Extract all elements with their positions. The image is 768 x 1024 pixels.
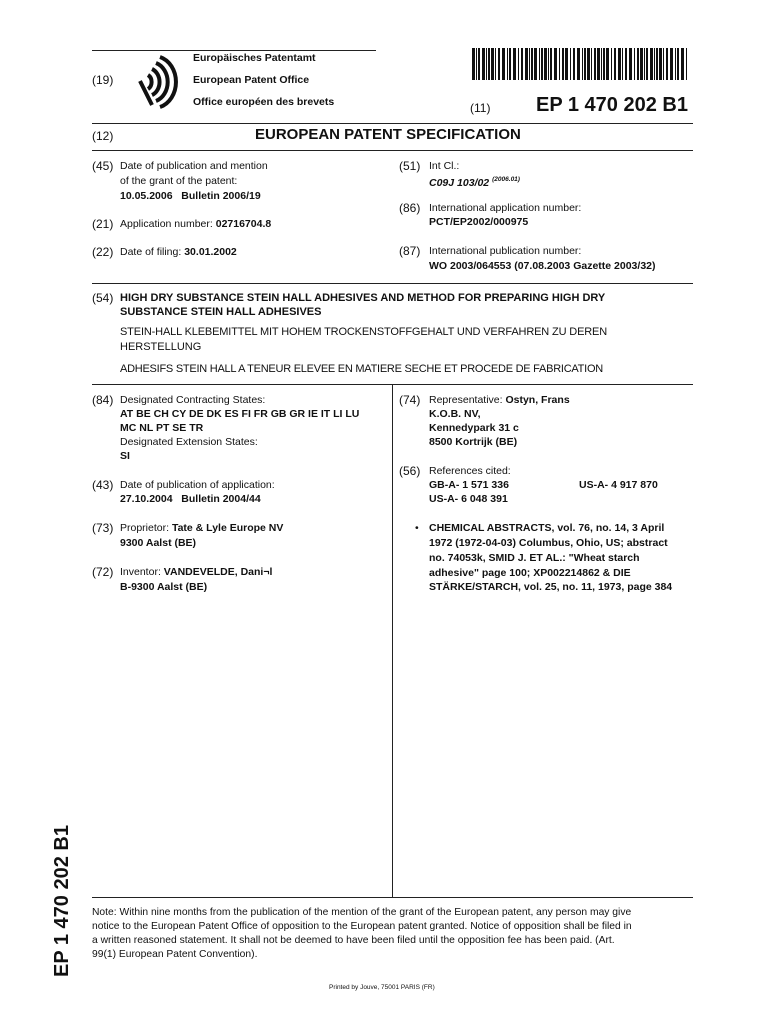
- npl-line-2: 1972 (1972-04-03) Columbus, Ohio, US; abstract: [429, 537, 668, 549]
- extension-states-value: SI: [120, 450, 130, 462]
- inventor-label: Inventor:: [120, 566, 161, 578]
- int-cl-value-row: [429, 173, 520, 190]
- inid-11: (11): [470, 101, 491, 115]
- title-top-rule: [92, 123, 693, 124]
- contracting-states-line-1: AT BE CH CY DE DK ES FI FR GB GR IE IT LI LU: [120, 408, 360, 420]
- application-number-label: Application number:: [120, 218, 213, 230]
- epo-logo: [130, 53, 180, 111]
- document-title: EUROPEAN PATENT SPECIFICATION: [255, 126, 521, 143]
- column-divider: [392, 384, 393, 897]
- title-fr-line-1: ADHESIFS STEIN HALL A TENEUR ELEVEE EN MATIERE SECHE ET PROCEDE DE FABRICATION: [120, 363, 603, 375]
- npl-line-4: adhesive" page 100; XP002214862 & DIE: [429, 567, 631, 579]
- extension-states-label: Designated Extension States:: [120, 436, 258, 448]
- reference-us-1: US-A- 4 917 870: [579, 479, 658, 491]
- contracting-states-line-2: MC NL PT SE TR: [120, 422, 204, 434]
- inventor-name: VANDEVELDE, Dani¬l: [163, 566, 273, 578]
- note-rule: [92, 897, 693, 898]
- representative-city: 8500 Kortrijk (BE): [429, 436, 518, 448]
- biblio-rule: [92, 283, 693, 284]
- filing-date-label: Date of filing:: [120, 246, 182, 258]
- app-publication-label: Date of publication of application:: [120, 479, 275, 491]
- int-cl-value: C09J 103/02: [429, 177, 490, 189]
- note-line-1: Note: Within nine months from the publication of the mention of the grant of the European patent, any person may give: [92, 907, 632, 918]
- representative-row: [429, 393, 570, 407]
- application-number-row: [120, 217, 271, 231]
- references-label: References cited:: [429, 465, 511, 477]
- inid-12: (12): [92, 129, 114, 143]
- title-en-line-2: SUBSTANCE STEIN HALL ADHESIVES: [120, 306, 322, 318]
- title-bottom-rule: [92, 150, 693, 151]
- proprietor-address: 9300 Aalst (BE): [120, 537, 197, 549]
- intl-pub-number-label: International publication number:: [429, 245, 582, 257]
- npl-line-5: STÄRKE/STARCH, vol. 25, no. 11, 1973, page 384: [429, 581, 673, 593]
- title-en-line-1: HIGH DRY SUBSTANCE STEIN HALL ADHESIVES AND METHOD FOR PREPARING HIGH DRY: [120, 292, 606, 304]
- inid-56: (56): [399, 464, 421, 478]
- barcode: [470, 48, 692, 80]
- representative-street: Kennedypark 31 c: [429, 422, 519, 434]
- intl-app-number-value: PCT/EP2002/000975: [429, 216, 529, 228]
- inid-43: (43): [92, 478, 114, 492]
- office-name-fr: Office européen des brevets: [193, 96, 335, 108]
- intl-app-number-label: International application number:: [429, 202, 582, 214]
- inid-22: (22): [92, 245, 114, 259]
- proprietor-name: Tate & Lyle Europe NV: [171, 522, 284, 534]
- app-publication-value: 27.10.2004 Bulletin 2004/44: [120, 493, 261, 505]
- side-patent-number: EP 1 470 202 B1: [51, 825, 73, 977]
- inid-21: (21): [92, 217, 114, 231]
- inid-51: (51): [399, 159, 421, 173]
- int-cl-version: (2006.01): [492, 176, 520, 183]
- reference-us-2: US-A- 6 048 391: [429, 493, 508, 505]
- patent-number: EP 1 470 202 B1: [536, 94, 688, 116]
- inid-86: (86): [399, 201, 421, 215]
- inventor-address: B-9300 Aalst (BE): [120, 581, 208, 593]
- npl-line-3: no. 74053k, SMID J. ET AL.: "Wheat starch: [429, 552, 640, 564]
- application-number-value: 02716704.8: [215, 218, 272, 230]
- title-de-line-2: HERSTELLUNG: [120, 341, 202, 353]
- note-line-3: a written reasoned statement. It shall not be deemed to have been filed until the opposition fee has been paid. (Art.: [92, 935, 615, 946]
- proprietor-row: [120, 521, 283, 535]
- inid-74: (74): [399, 393, 421, 407]
- proprietor-label: Proprietor:: [120, 522, 170, 534]
- intl-pub-number-value: WO 2003/064553 (07.08.2003 Gazette 2003/32): [429, 260, 656, 272]
- inid-87: (87): [399, 244, 421, 258]
- office-name-de: Europäisches Patentamt: [193, 52, 316, 64]
- filing-date-value: 30.01.2002: [184, 246, 237, 258]
- representative-label: Representative:: [429, 394, 503, 406]
- title-de-line-1: STEIN-HALL KLEBEMITTEL MIT HOHEM TROCKENSTOFFGEHALT UND VERFAHREN ZU DEREN: [120, 326, 608, 338]
- note-line-4: 99(1) European Patent Convention).: [92, 949, 258, 960]
- publication-mention-label-1: Date of publication and mention: [120, 160, 268, 172]
- office-name-en: European Patent Office: [193, 74, 310, 86]
- inid-72: (72): [92, 565, 114, 579]
- filing-date-row: [120, 245, 237, 259]
- printer-credit: Printed by Jouve, 75001 PARIS (FR): [329, 984, 435, 991]
- int-cl-label: Int Cl.:: [429, 160, 460, 172]
- inid-45: (45): [92, 159, 114, 173]
- representative-firm: K.O.B. NV,: [429, 408, 481, 420]
- npl-line-1: CHEMICAL ABSTRACTS, vol. 76, no. 14, 3 April: [429, 522, 665, 534]
- reference-gb: GB-A- 1 571 336: [429, 479, 509, 491]
- inventor-row: [120, 565, 272, 579]
- grant-date-value: 10.05.2006 Bulletin 2006/19: [120, 190, 261, 202]
- publication-mention-label-2: of the grant of the patent:: [120, 175, 238, 187]
- inid-19: (19): [92, 73, 114, 87]
- inid-73: (73): [92, 521, 114, 535]
- npl-bullet: •: [415, 522, 419, 534]
- inid-84: (84): [92, 393, 114, 407]
- representative-name: Ostyn, Frans: [505, 394, 570, 406]
- note-line-2: notice to the European Patent Office of opposition to the European patent granted. Notice of opposition shall be filed in: [92, 921, 632, 932]
- contracting-states-label: Designated Contracting States:: [120, 394, 266, 406]
- inid-54: (54): [92, 291, 114, 305]
